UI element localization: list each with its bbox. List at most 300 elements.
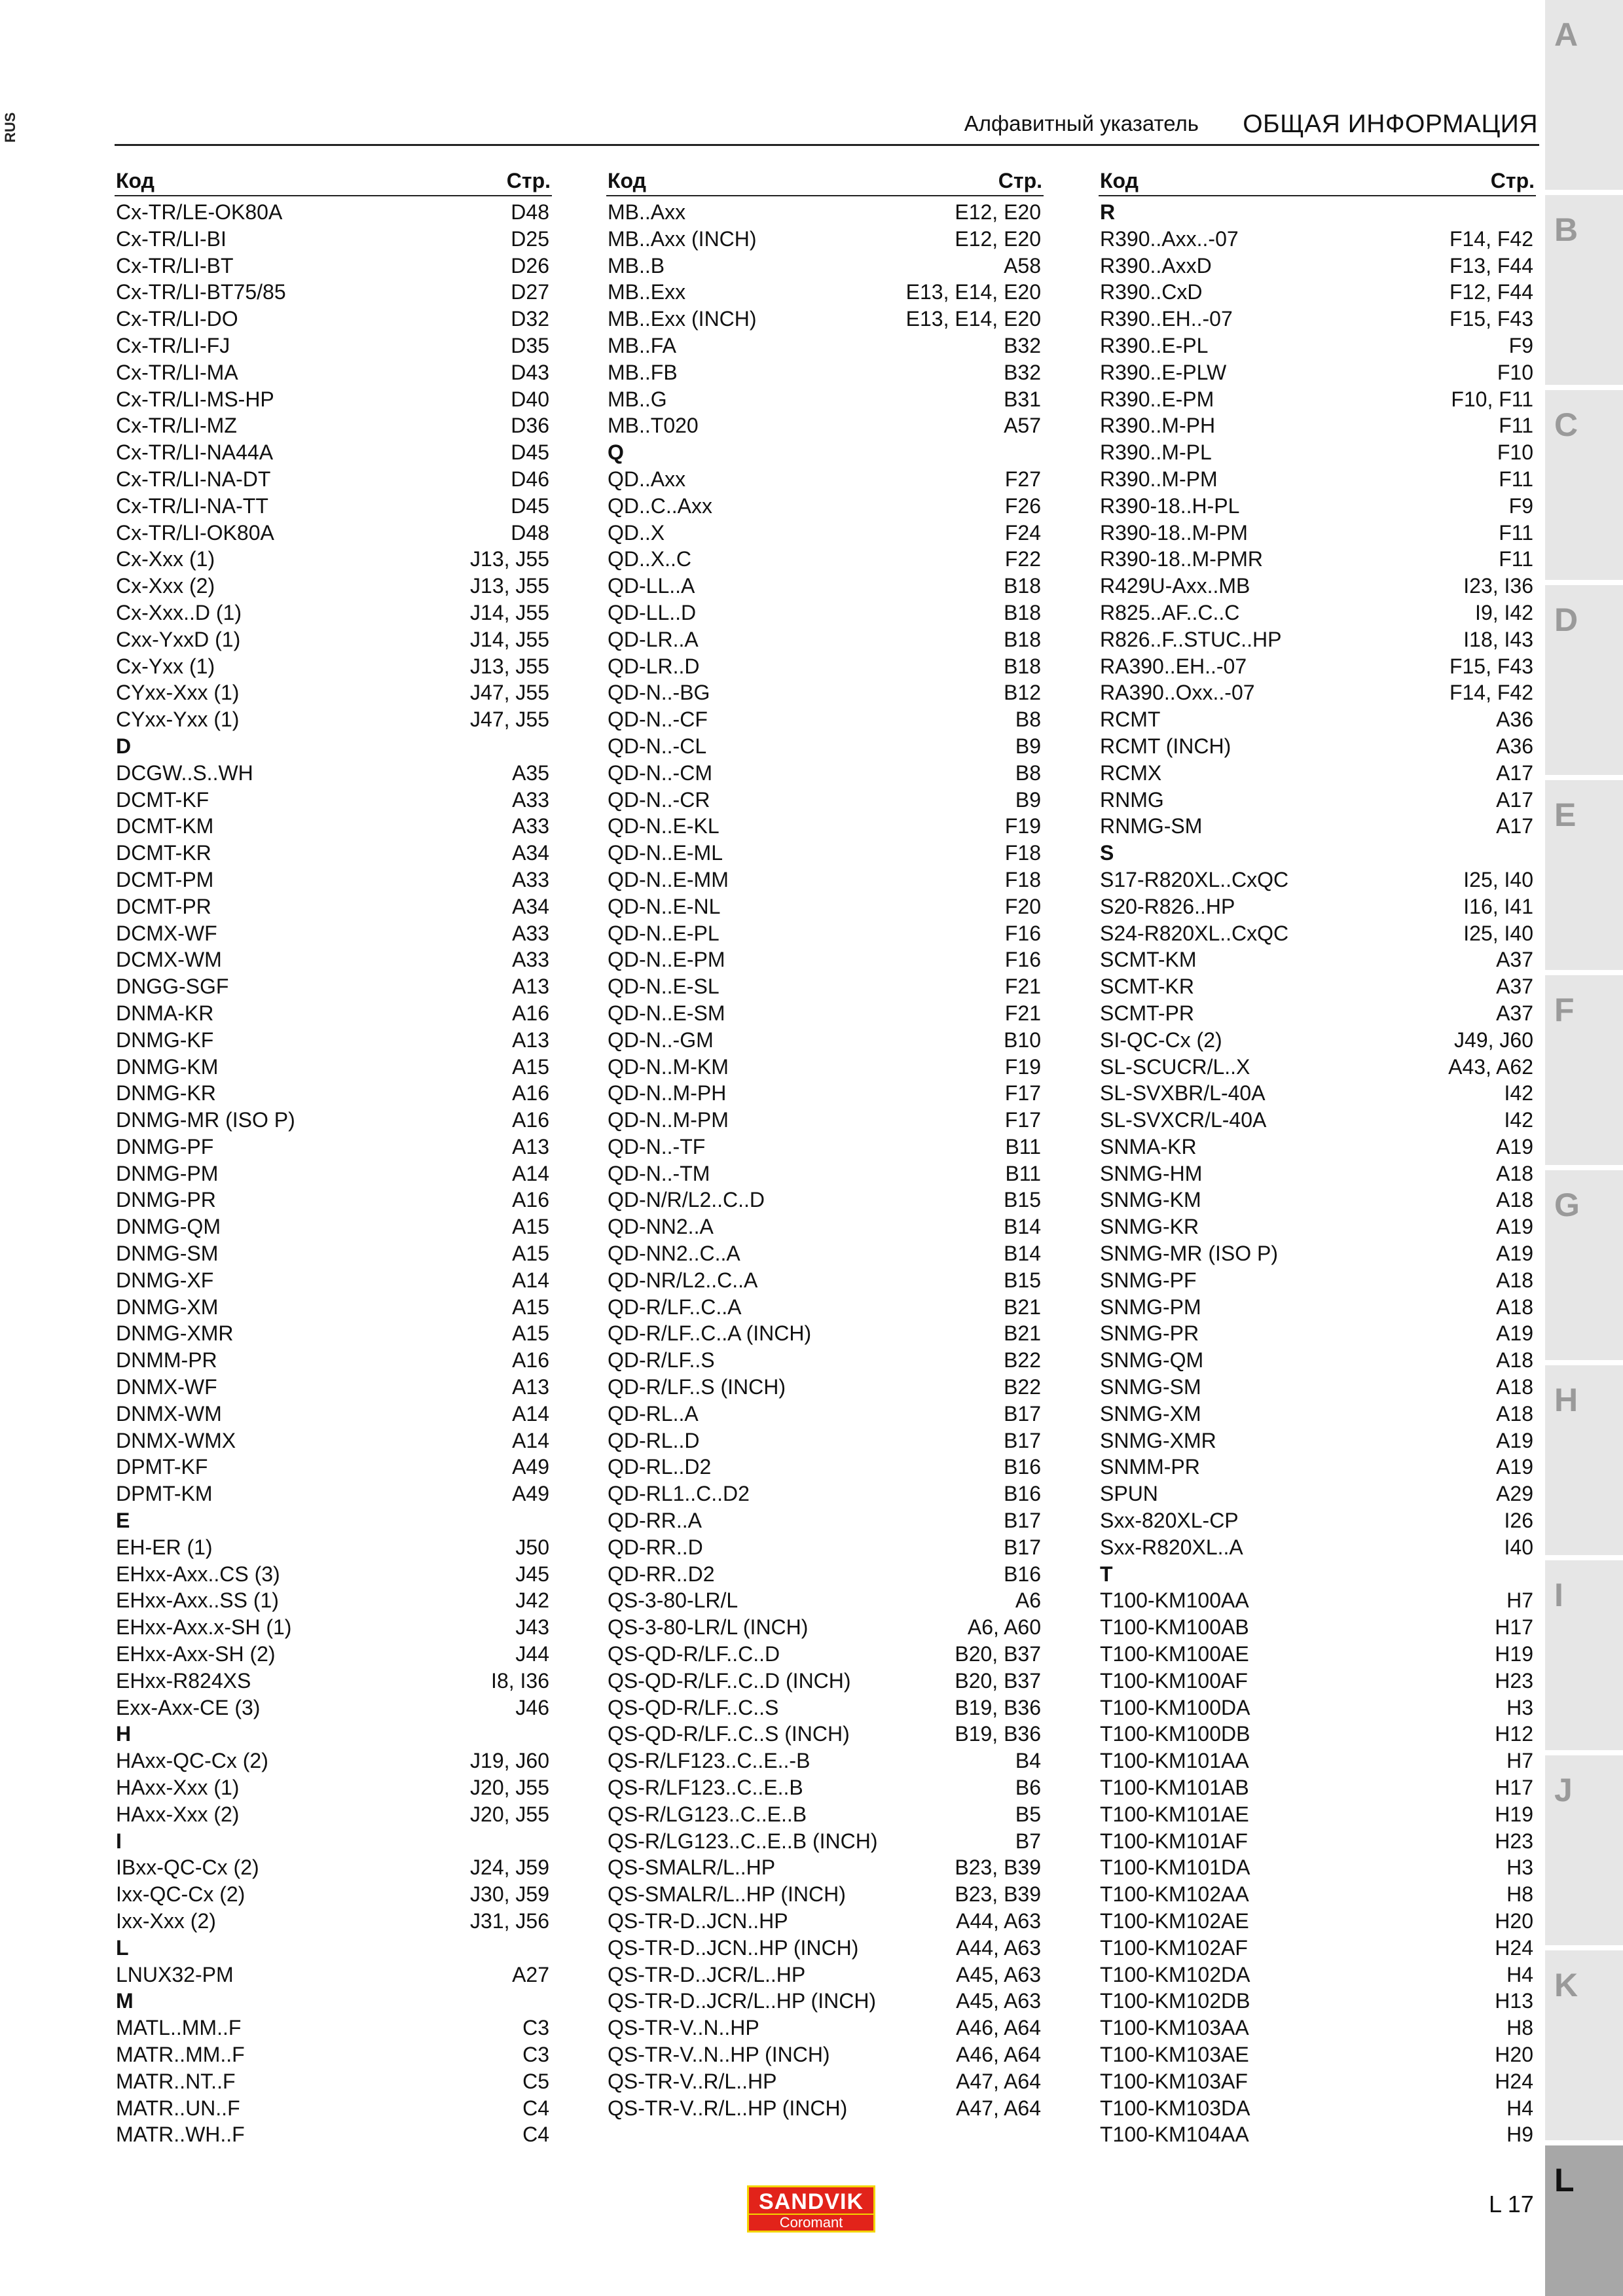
page-reference: A19	[1496, 1455, 1533, 1479]
page-reference: B9	[1015, 734, 1041, 758]
product-code: SNMG-SM	[1100, 1375, 1201, 1399]
product-code: SI-QC-Cx (2)	[1100, 1028, 1222, 1052]
product-code: T100-KM100AF	[1100, 1668, 1248, 1693]
product-code: DNMG-QM	[116, 1215, 221, 1239]
column-header	[606, 168, 1044, 196]
index-row	[115, 813, 552, 840]
page-reference: I25, I40	[1463, 867, 1533, 891]
page-reference: B11	[1005, 1161, 1041, 1185]
product-code: Cx-TR/LI-BT	[116, 253, 234, 278]
page-reference: A37	[1496, 948, 1533, 972]
product-code: S17-R820XL..CxQC	[1100, 867, 1289, 891]
tab-k[interactable]	[1545, 1950, 1623, 2140]
index-row	[115, 1614, 552, 1641]
page-reference: A33	[512, 787, 549, 812]
page-reference: J19, J60	[470, 1749, 549, 1773]
product-code: DNMX-WF	[116, 1375, 217, 1399]
page-reference: F18	[1004, 867, 1041, 891]
index-row	[606, 973, 1044, 1000]
index-row	[115, 466, 552, 493]
product-code: QS-QD-R/LF..C..D	[608, 1642, 780, 1666]
page-reference: A14	[512, 1428, 549, 1452]
page-reference: H7	[1506, 1588, 1533, 1613]
product-code: T100-KM100AE	[1100, 1642, 1249, 1666]
index-row	[1099, 466, 1536, 493]
page-reference: A14	[512, 1401, 549, 1426]
product-code: R390..M-PM	[1100, 467, 1218, 491]
page-reference: F21	[1004, 1001, 1041, 1025]
index-row	[1099, 253, 1536, 279]
product-code: DCGW..S..WH	[116, 761, 253, 785]
index-row	[606, 412, 1044, 439]
index-row	[1099, 1774, 1536, 1801]
page-reference: A47, A64	[956, 2096, 1041, 2120]
page-reference: H12	[1495, 1722, 1533, 1746]
index-row	[606, 1134, 1044, 1160]
index-row	[115, 546, 552, 573]
index-row	[1099, 226, 1536, 253]
index-row	[115, 1668, 552, 1695]
product-code: T100-KM101AA	[1100, 1749, 1249, 1773]
index-column-2	[606, 168, 1044, 2121]
index-row	[115, 226, 552, 253]
page-reference: F17	[1004, 1108, 1041, 1132]
index-row	[1099, 1721, 1536, 1748]
product-code: QS-R/LG123..C..E..B (INCH)	[608, 1829, 878, 1853]
product-code: T100-KM103AA	[1100, 2016, 1249, 2040]
product-code: Cx-TR/LI-MS-HP	[116, 387, 274, 411]
page-reference: H13	[1495, 1989, 1533, 2013]
product-code: RA390..EH..-07	[1100, 654, 1247, 678]
section-letter: T	[1100, 1562, 1113, 1586]
product-code: QD-N..E-PM	[608, 948, 725, 972]
page-reference: F19	[1004, 814, 1041, 838]
index-row	[1099, 1641, 1536, 1668]
product-code: MATR..WH..F	[116, 2123, 245, 2147]
page-reference: F10	[1497, 360, 1533, 384]
page-reference: A15	[512, 1295, 549, 1319]
product-code: DCMT-KF	[116, 787, 210, 812]
index-row	[1099, 520, 1536, 547]
page-reference: J20, J55	[470, 1776, 549, 1800]
tab-label: I	[1554, 1577, 1563, 1613]
product-code: QD-N..E-PL	[608, 921, 720, 945]
index-row	[606, 1427, 1044, 1454]
section-letter: I	[116, 1829, 122, 1853]
product-code: QD..X..C	[608, 547, 692, 571]
index-row	[1099, 2068, 1536, 2095]
product-code: EHxx-R824XS	[116, 1668, 251, 1693]
page-reference: H24	[1495, 2069, 1533, 2093]
index-row	[606, 1080, 1044, 1107]
product-code: QD-N..-BG	[608, 681, 710, 705]
page-reference: F11	[1499, 520, 1533, 545]
tab-j[interactable]	[1545, 1755, 1623, 1945]
section-letter: R	[1100, 200, 1116, 224]
logo-text-sub: Coromant	[779, 2214, 843, 2231]
page-reference: J30, J59	[470, 1882, 549, 1907]
tab-f[interactable]	[1545, 975, 1623, 1165]
product-code: MB..FA	[608, 333, 676, 357]
index-row	[1099, 2015, 1536, 2041]
index-row	[115, 760, 552, 787]
page-reference: A17	[1496, 814, 1533, 838]
page-reference: I9, I42	[1475, 600, 1533, 624]
page-reference: B18	[1004, 600, 1041, 624]
product-code: T100-KM102AF	[1100, 1935, 1248, 1960]
tab-h[interactable]	[1545, 1365, 1623, 1555]
page-reference: F19	[1004, 1054, 1041, 1079]
index-row	[115, 1587, 552, 1614]
page-reference: B20, B37	[955, 1642, 1041, 1666]
page-reference: J47, J55	[470, 708, 549, 732]
product-code: Cxx-YxxD (1)	[116, 627, 241, 651]
header-subtitle: Алфавитный указатель	[964, 111, 1199, 135]
index-row	[115, 1000, 552, 1027]
index-row	[115, 1267, 552, 1294]
index-row	[1099, 1320, 1536, 1347]
index-row	[115, 2121, 552, 2148]
index-row	[1099, 546, 1536, 573]
product-code: SCMT-KM	[1100, 948, 1197, 972]
index-row	[115, 1213, 552, 1240]
page-reference: A36	[1496, 734, 1533, 758]
index-row	[606, 867, 1044, 893]
index-row	[606, 1401, 1044, 1427]
page-reference: I42	[1504, 1081, 1533, 1105]
section-letter-row	[115, 1507, 552, 1534]
product-code: Cx-Yxx (1)	[116, 654, 215, 678]
index-row	[1099, 679, 1536, 706]
index-row	[1099, 1587, 1536, 1614]
column-header	[115, 168, 552, 196]
page-reference: B4	[1015, 1749, 1041, 1773]
product-code: RA390..Oxx..-07	[1100, 681, 1255, 705]
product-code: QD-LR..A	[608, 627, 699, 651]
product-code: QD-N..E-SL	[608, 975, 720, 999]
page-reference: B15	[1004, 1188, 1041, 1212]
product-code: Ixx-Xxx (2)	[116, 1909, 216, 1933]
tab-d[interactable]	[1545, 585, 1623, 775]
page-reference: I42	[1504, 1108, 1533, 1132]
page-reference: A15	[512, 1215, 549, 1239]
product-code: RCMX	[1100, 761, 1162, 785]
index-row	[115, 1187, 552, 1213]
logo-text-main: SANDVIK	[749, 2190, 873, 2215]
index-row	[606, 199, 1044, 226]
product-code: SNMA-KR	[1100, 1134, 1197, 1158]
index-row	[606, 1213, 1044, 1240]
page-reference: J20, J55	[470, 1802, 549, 1826]
page-reference: H17	[1495, 1615, 1533, 1640]
index-row	[1099, 813, 1536, 840]
page-reference: D32	[511, 307, 549, 331]
index-row	[1099, 706, 1536, 733]
tab-label: L	[1554, 2162, 1575, 2198]
index-row	[115, 1454, 552, 1480]
page-reference: J44	[515, 1642, 549, 1666]
page-reference: J13, J55	[470, 654, 549, 678]
product-code: Sxx-820XL-CP	[1100, 1509, 1239, 1533]
section-letter: L	[116, 1935, 129, 1960]
index-row	[115, 359, 552, 386]
page-reference: B32	[1004, 333, 1041, 357]
tab-e[interactable]	[1545, 780, 1623, 970]
product-code: DNMG-PM	[116, 1161, 219, 1185]
product-code: DNMM-PR	[116, 1348, 217, 1372]
index-row	[606, 2015, 1044, 2041]
index-row	[606, 279, 1044, 306]
page-reference: I40	[1504, 1535, 1533, 1559]
product-code: QD-N..-CR	[608, 787, 710, 812]
product-code: MB..FB	[608, 360, 678, 384]
index-row	[1099, 787, 1536, 814]
page-reference: C4	[522, 2096, 549, 2120]
product-code: SPUN	[1100, 1482, 1158, 1506]
page-reference: H9	[1506, 2123, 1533, 2147]
index-row	[1099, 1935, 1536, 1962]
product-code: DNMA-KR	[116, 1001, 214, 1025]
product-code: RNMG-SM	[1100, 814, 1203, 838]
page-reference: A27	[512, 1962, 549, 1986]
index-row	[1099, 1695, 1536, 1721]
index-row	[606, 1294, 1044, 1321]
index-row	[606, 1614, 1044, 1641]
index-column-1	[115, 168, 552, 2148]
index-row	[1099, 867, 1536, 893]
product-code: R429U-Axx..MB	[1100, 574, 1250, 598]
product-code: Cx-TR/LI-NA-DT	[116, 467, 271, 491]
product-code: DNMG-KR	[116, 1081, 216, 1105]
page-reference: A17	[1496, 761, 1533, 785]
product-code: R390-18..M-PM	[1100, 520, 1248, 545]
page-reference: F11	[1499, 414, 1533, 438]
page-reference: A37	[1496, 975, 1533, 999]
product-code: QD-N..E-SM	[608, 1001, 725, 1025]
product-code: DPMT-KM	[116, 1482, 213, 1506]
index-row	[1099, 1507, 1536, 1534]
page-reference: C4	[522, 2123, 549, 2147]
index-row	[606, 679, 1044, 706]
product-code: DCMT-PM	[116, 867, 214, 891]
index-row	[606, 1187, 1044, 1213]
index-row	[606, 1267, 1044, 1294]
page-reference: F10	[1497, 440, 1533, 465]
page-reference: H3	[1506, 1856, 1533, 1880]
index-row	[606, 1748, 1044, 1774]
index-row	[606, 1668, 1044, 1695]
page-reference: B7	[1015, 1829, 1041, 1853]
index-row	[606, 626, 1044, 653]
index-row	[115, 386, 552, 413]
page-reference: J47, J55	[470, 681, 549, 705]
page-reference: H7	[1506, 1749, 1533, 1773]
index-row	[606, 2068, 1044, 2095]
page-reference: A15	[512, 1054, 549, 1079]
product-code: QD-RL..D	[608, 1428, 700, 1452]
page-reference: A19	[1496, 1134, 1533, 1158]
product-code: SNMG-XM	[1100, 1401, 1201, 1426]
page-reference: H3	[1506, 1695, 1533, 1719]
page-reference: B17	[1004, 1509, 1041, 1533]
product-code: Cx-TR/LE-OK80A	[116, 200, 283, 224]
column-header-page: Стр.	[1490, 169, 1535, 192]
product-code: R390..M-PH	[1100, 414, 1216, 438]
product-code: DNMG-KM	[116, 1054, 219, 1079]
page-reference: F9	[1508, 493, 1533, 518]
page-reference: F22	[1004, 547, 1041, 571]
section-letter: D	[116, 734, 132, 758]
page-reference: F16	[1004, 948, 1041, 972]
product-code: DNMX-WMX	[116, 1428, 236, 1452]
index-row	[115, 893, 552, 920]
page-reference: A18	[1496, 1295, 1533, 1319]
index-row	[606, 600, 1044, 626]
product-code: EHxx-Axx-SH (2)	[116, 1642, 276, 1666]
page-reference: A18	[1496, 1348, 1533, 1372]
product-code: QS-3-80-LR/L	[608, 1588, 739, 1613]
product-code: DNGG-SGF	[116, 975, 229, 999]
tab-l[interactable]	[1545, 2145, 1623, 2296]
page-reference: A34	[512, 841, 549, 865]
product-code: T100-KM103AF	[1100, 2069, 1248, 2093]
page-reference: H23	[1495, 1668, 1533, 1693]
product-code: QD-N..-TF	[608, 1134, 706, 1158]
page-reference: J49, J60	[1454, 1028, 1533, 1052]
index-row	[1099, 2041, 1536, 2068]
index-row	[1099, 1748, 1536, 1774]
page-reference: B14	[1004, 1215, 1041, 1239]
index-row	[115, 1107, 552, 1134]
page-reference: A45, A63	[956, 1989, 1041, 2013]
index-row	[606, 253, 1044, 279]
product-code: DNMG-XF	[116, 1268, 214, 1292]
page-reference: A33	[512, 867, 549, 891]
index-rows	[1099, 199, 1536, 2148]
index-row	[115, 1401, 552, 1427]
product-code: MB..Axx	[608, 200, 686, 224]
product-code: SL-SCUCR/L..X	[1100, 1054, 1250, 1079]
page-reference: I16, I41	[1463, 894, 1533, 918]
product-code: Cx-Xxx..D (1)	[116, 600, 242, 624]
product-code: Cx-TR/LI-OK80A	[116, 520, 274, 545]
product-code: R390..Axx..-07	[1100, 226, 1239, 251]
product-code: MB..G	[608, 387, 667, 411]
index-row	[606, 760, 1044, 787]
product-code: QD..X	[608, 520, 665, 545]
tab-b[interactable]	[1545, 195, 1623, 385]
product-code: QD-N..-TM	[608, 1161, 710, 1185]
index-row	[1099, 439, 1536, 466]
index-row	[1099, 893, 1536, 920]
header-title: ОБЩАЯ ИНФОРМАЦИЯ	[1243, 110, 1538, 138]
page-reference: C5	[522, 2069, 549, 2093]
tab-label: F	[1554, 992, 1575, 1028]
page-reference: H4	[1506, 1962, 1533, 1986]
index-row	[1099, 760, 1536, 787]
product-code: QD..C..Axx	[608, 493, 713, 518]
product-code: QD-R/LF..C..A	[608, 1295, 742, 1319]
page-reference: B9	[1015, 787, 1041, 812]
product-code: QD-N..-CF	[608, 708, 708, 732]
page-reference: A57	[1004, 414, 1041, 438]
product-code: QS-QD-R/LF..C..S (INCH)	[608, 1722, 850, 1746]
index-row	[115, 1320, 552, 1347]
index-row	[115, 1160, 552, 1187]
index-row	[1099, 1801, 1536, 1828]
page-reference: A6, A60	[967, 1615, 1041, 1640]
tab-label: G	[1554, 1187, 1580, 1223]
page-reference: D27	[511, 280, 549, 304]
page-reference: F20	[1004, 894, 1041, 918]
page-reference: A35	[512, 761, 549, 785]
page-reference: F11	[1499, 547, 1533, 571]
product-code: QD-N..E-ML	[608, 841, 723, 865]
index-row	[1099, 1962, 1536, 1988]
index-row	[115, 1561, 552, 1588]
section-letter-row	[115, 733, 552, 760]
product-code: DNMG-XM	[116, 1295, 219, 1319]
page-reference: B19, B36	[955, 1695, 1041, 1719]
tab-a[interactable]	[1545, 0, 1623, 190]
page-reference: A14	[512, 1268, 549, 1292]
product-code: LNUX32-PM	[116, 1962, 234, 1986]
index-row	[606, 1000, 1044, 1027]
product-code: DNMG-PF	[116, 1134, 214, 1158]
page-reference: A44, A63	[956, 1935, 1041, 1960]
tab-i[interactable]	[1545, 1560, 1623, 1750]
index-row	[1099, 1213, 1536, 1240]
product-code: QD-NN2..C..A	[608, 1242, 740, 1266]
index-row	[1099, 2121, 1536, 2148]
tab-g[interactable]	[1545, 1170, 1623, 1360]
product-code: QD-R/LF..S (INCH)	[608, 1375, 786, 1399]
page-reference: D45	[511, 440, 549, 465]
page-reference: A33	[512, 948, 549, 972]
page-reference: A15	[512, 1321, 549, 1346]
tab-c[interactable]	[1545, 390, 1623, 580]
index-row	[1099, 1454, 1536, 1480]
product-code: QS-QD-R/LF..C..S	[608, 1695, 779, 1719]
page-reference: D43	[511, 360, 549, 384]
section-letter-row	[606, 439, 1044, 466]
product-code: SNMG-XMR	[1100, 1428, 1216, 1452]
index-row	[115, 306, 552, 332]
index-row	[115, 439, 552, 466]
page-reference: A29	[1496, 1482, 1533, 1506]
index-row	[1099, 306, 1536, 332]
page-reference: D48	[511, 520, 549, 545]
product-code: CYxx-Xxx (1)	[116, 681, 240, 705]
index-column-3	[1099, 168, 1536, 2148]
index-row	[606, 332, 1044, 359]
page-reference: B15	[1004, 1268, 1041, 1292]
section-letter: Q	[608, 440, 624, 465]
index-row	[1099, 1160, 1536, 1187]
product-code: T100-KM101DA	[1100, 1856, 1250, 1880]
page-reference: A33	[512, 921, 549, 945]
product-code: QD..Axx	[608, 467, 686, 491]
index-row	[606, 1801, 1044, 1828]
index-row	[606, 653, 1044, 680]
product-code: DCMX-WM	[116, 948, 222, 972]
index-row	[115, 1054, 552, 1081]
index-row	[115, 1881, 552, 1908]
page-reference: A45, A63	[956, 1962, 1041, 1986]
product-code: DNMG-XMR	[116, 1321, 234, 1346]
index-row	[606, 1107, 1044, 1134]
page-number: L 17	[1489, 2191, 1534, 2217]
